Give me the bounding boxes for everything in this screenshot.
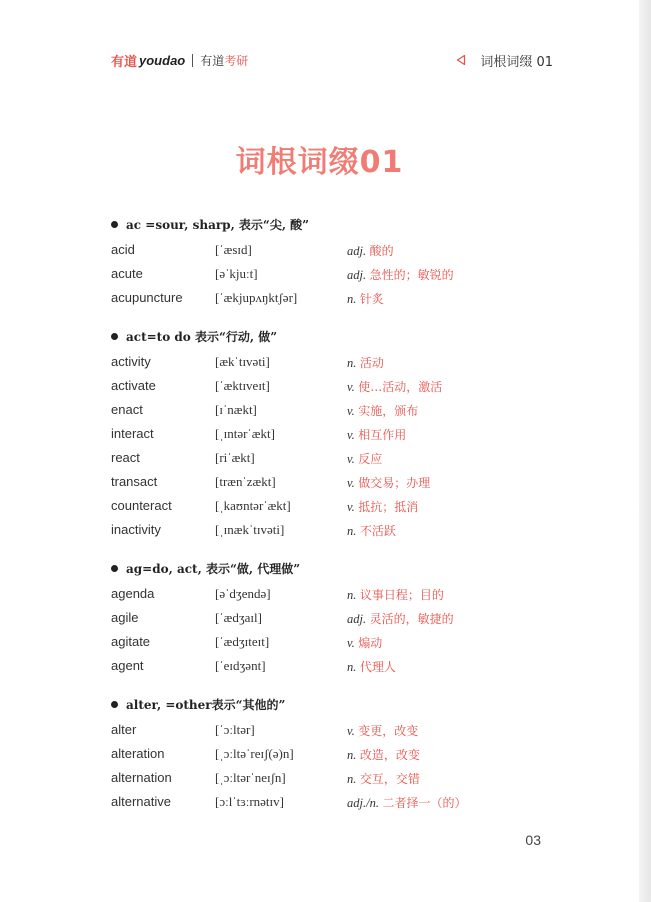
entry-phonetic: [ˈækjupʌŋktʃər] <box>215 290 298 305</box>
entry-definition <box>347 746 420 763</box>
entry-pos: v. <box>347 500 355 514</box>
entry-definition <box>347 266 454 283</box>
entry-pos: n. <box>347 748 357 762</box>
entry-phonetic: [ækˈtɪvəti] <box>215 354 270 369</box>
vocab-entry <box>111 494 581 518</box>
entry-meaning: 急性的；敏锐的 <box>369 268 454 282</box>
header-section-label <box>456 50 553 70</box>
vocab-entry <box>111 718 581 742</box>
vocab-entry <box>111 286 581 310</box>
entry-meaning: 交互，交错 <box>359 772 420 786</box>
vocab-entry <box>111 374 581 398</box>
entry-pos: n. <box>347 588 357 602</box>
entry-word: acid <box>111 242 135 257</box>
entry-pos: adj. <box>347 244 367 258</box>
entry-word: acupuncture <box>111 290 183 305</box>
entry-definition <box>347 450 382 467</box>
triangle-left-icon <box>456 54 466 66</box>
vocab-entry <box>111 470 581 494</box>
entry-definition <box>347 378 442 395</box>
entry-meaning: 变更，改变 <box>358 724 419 738</box>
entry-phonetic: [ɔːlˈtɜːrnətɪv] <box>215 794 284 809</box>
vocab-entry <box>111 742 581 766</box>
entry-word: inactivity <box>111 522 161 537</box>
entry-word: react <box>111 450 140 465</box>
entry-word: acute <box>111 266 143 281</box>
entry-definition <box>347 290 384 307</box>
entry-pos: n. <box>347 772 357 786</box>
entry-phonetic: [ˈɔːltər] <box>215 722 255 737</box>
entry-phonetic: [ˌkaʊntərˈækt] <box>215 498 291 513</box>
section-heading-text: act=to do 表示“行动, 做” <box>126 329 278 344</box>
vocab-entry <box>111 766 581 790</box>
section-heading <box>111 214 581 234</box>
entry-phonetic: [ˌɔːltəˈreɪʃ(ə)n] <box>215 746 294 761</box>
entry-phonetic: [ˌɔːltərˈneɪʃn] <box>215 770 286 785</box>
vocab-entry <box>111 398 581 422</box>
page-number: 03 <box>525 832 541 848</box>
entry-definition <box>347 498 418 515</box>
entry-pos: v. <box>347 724 355 738</box>
entry-meaning: 二者择一（的） <box>382 796 467 810</box>
entry-definition <box>347 426 406 443</box>
entry-pos: n. <box>347 292 357 306</box>
entry-pos: v. <box>347 428 355 442</box>
entry-word: agitate <box>111 634 151 649</box>
entry-phonetic: [ˈæktɪveɪt] <box>215 378 270 393</box>
vocab-entry <box>111 518 581 542</box>
entry-meaning: 代理人 <box>359 660 396 674</box>
vocab-section <box>111 558 581 678</box>
entry-pos: adj. <box>347 268 367 282</box>
section-heading-text: ac =sour, sharp, 表示“尖, 酸” <box>126 217 310 232</box>
entry-meaning: 议事日程；目的 <box>359 588 444 602</box>
youdao-logo <box>111 50 248 70</box>
entry-pos: n. <box>347 524 357 538</box>
entry-meaning: 相互作用 <box>358 428 407 442</box>
entry-definition <box>347 794 466 811</box>
entry-definition <box>347 634 382 651</box>
entry-phonetic: [ˈædʒaɪl] <box>215 610 262 625</box>
logo-divider <box>192 54 193 67</box>
logo-sub-a: 有道 <box>200 53 225 68</box>
vocab-entry <box>111 422 581 446</box>
entry-phonetic: [əˈdʒendə] <box>215 586 271 601</box>
entry-phonetic: [əˈkjuːt] <box>215 266 258 281</box>
entry-meaning: 反应 <box>358 452 383 466</box>
page-header <box>111 50 553 70</box>
section-heading-text: alter, =other表示“其他的” <box>126 697 286 712</box>
entry-word: activate <box>111 378 156 393</box>
entry-pos: adj./n. <box>347 796 379 810</box>
entry-phonetic: [riˈækt] <box>215 450 255 465</box>
entry-definition <box>347 402 418 419</box>
entry-meaning: 煽动 <box>358 636 383 650</box>
entry-pos: n. <box>347 356 357 370</box>
bullet-icon <box>111 333 118 340</box>
entry-word: enact <box>111 402 143 417</box>
entry-word: transact <box>111 474 158 489</box>
vocab-section <box>111 694 581 814</box>
entry-phonetic: [ˈæsɪd] <box>215 242 252 257</box>
entry-pos: v. <box>347 380 355 394</box>
entry-word: interact <box>111 426 154 441</box>
entry-phonetic: [ɪˈnækt] <box>215 402 257 417</box>
entry-meaning: 实施，颁布 <box>358 404 419 418</box>
section-heading <box>111 558 581 578</box>
entry-meaning: 酸的 <box>369 244 394 258</box>
entry-definition <box>347 522 396 539</box>
entry-definition <box>347 722 418 739</box>
vocab-entry <box>111 654 581 678</box>
entry-word: agent <box>111 658 144 673</box>
entry-phonetic: [trænˈzækt] <box>215 474 276 489</box>
section-label-text: 词根词缀 01 <box>480 54 553 70</box>
logo-cn-text: 有道 <box>111 54 138 70</box>
entry-pos: v. <box>347 452 355 466</box>
entry-meaning: 不活跃 <box>359 524 396 538</box>
section-heading <box>111 326 581 346</box>
entry-meaning: 做交易；办理 <box>358 476 431 490</box>
entry-pos: n. <box>347 660 357 674</box>
entry-meaning: 活动 <box>359 356 384 370</box>
entry-word: alternative <box>111 794 171 809</box>
vocab-entry <box>111 446 581 470</box>
entry-word: agile <box>111 610 139 625</box>
entry-pos: v. <box>347 636 355 650</box>
entry-word: counteract <box>111 498 172 513</box>
logo-en-text: youdao <box>139 52 186 68</box>
entry-meaning: 改造，改变 <box>359 748 420 762</box>
entry-definition <box>347 770 420 787</box>
vocab-entry <box>111 262 581 286</box>
vocab-entry <box>111 790 581 814</box>
entry-pos: v. <box>347 476 355 490</box>
entry-definition <box>347 610 454 627</box>
entry-pos: adj. <box>347 612 367 626</box>
bullet-icon <box>111 565 118 572</box>
entry-meaning: 灵活的，敏捷的 <box>369 612 454 626</box>
section-heading-text: ag=do, act, 表示“做, 代理做” <box>126 561 301 576</box>
entry-definition <box>347 586 444 603</box>
entry-pos: v. <box>347 404 355 418</box>
entry-definition <box>347 474 430 491</box>
entry-word: alternation <box>111 770 172 785</box>
bullet-icon <box>111 221 118 228</box>
entry-phonetic: [ˈædʒɪteɪt] <box>215 634 270 649</box>
entry-word: alter <box>111 722 137 737</box>
vocab-section <box>111 214 581 310</box>
entry-meaning: 针炙 <box>359 292 384 306</box>
vocab-entry <box>111 606 581 630</box>
vocab-entry <box>111 630 581 654</box>
entry-phonetic: [ˌɪntərˈækt] <box>215 426 275 441</box>
entry-phonetic: [ˈeɪdʒənt] <box>215 658 266 673</box>
entry-word: alteration <box>111 746 165 761</box>
section-heading <box>111 694 581 714</box>
entry-word: agenda <box>111 586 155 601</box>
vocab-entry <box>111 582 581 606</box>
vocab-section <box>111 326 581 542</box>
entry-meaning: 使…活动，激活 <box>358 380 443 394</box>
page-title: 词根词缀01 <box>235 145 404 180</box>
entry-phonetic: [ˌɪnækˈtɪvəti] <box>215 522 285 537</box>
vocab-entry <box>111 238 581 262</box>
logo-sub-b: 考研 <box>224 53 249 68</box>
entry-word: activity <box>111 354 151 369</box>
entry-definition <box>347 658 396 675</box>
page-edge-shadow <box>639 0 651 902</box>
bullet-icon <box>111 701 118 708</box>
entry-definition <box>347 242 394 259</box>
entry-definition <box>347 354 384 371</box>
vocab-entry <box>111 350 581 374</box>
entry-meaning: 抵抗；抵消 <box>358 500 419 514</box>
